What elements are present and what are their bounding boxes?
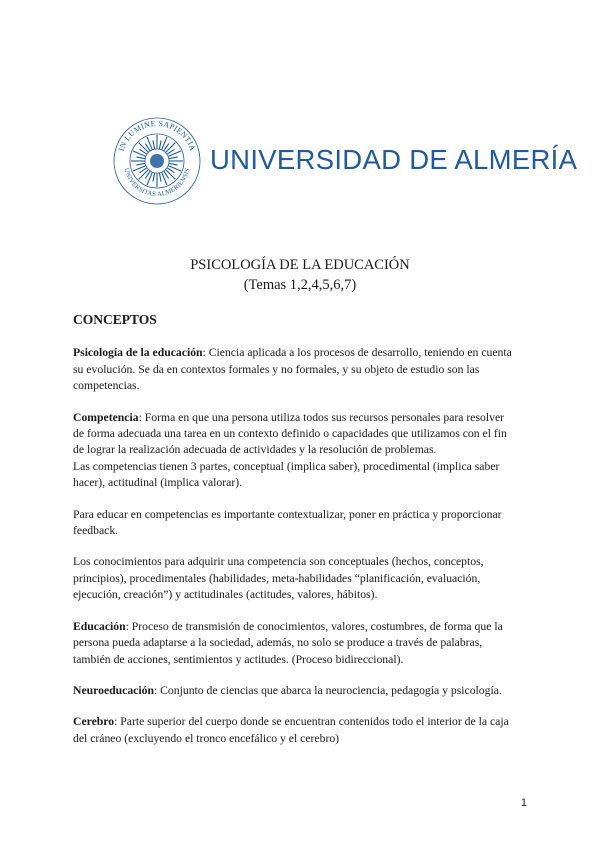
text-line: Para educar en competencias es importante contextualizar, poner en práctica y proporcionar [73,507,502,521]
text-line: hacer), actitudinal (implica valorar). [73,476,243,490]
paragraph-competencia [73,410,531,492]
university-header [112,116,578,206]
seal-ray [136,163,145,165]
text-line: competencias. [73,379,140,393]
text-line: su evolución. Se da en contextos formales y no formales, y su objeto de estudio son las [73,362,480,376]
term-label: Competencia [73,410,139,424]
page-number: 1 [520,797,527,809]
seal-ray [169,157,178,159]
text-line: : Forma en que una persona utiliza todos sus recursos personales para resolver [138,410,505,424]
text-line: persona pueda adaptarse a la sociedad, además, no solo se produce a través de palabras, [73,636,483,650]
seal-ray [153,173,155,182]
text-line: : Parte superior del cuerpo donde se encuentran contenidos todo el interior de la caja [114,715,509,729]
document-title: PSICOLOGÍA DE LA EDUCACIÓN [190,257,410,273]
document-title-block [0,255,600,295]
seal-top-text: IN LUMINE SAPIENTIA [116,118,198,153]
seal-ray [139,143,149,153]
paragraph-educacion [73,619,531,668]
university-seal-logo [112,116,202,206]
text-line: feedback. [73,524,119,538]
term-label: Psicología de la educación [73,346,203,360]
term-label: Cerebro [73,715,115,729]
text-line: Los conocimientos para adquirir una competencia son conceptuales (hechos, conceptos, [73,555,484,569]
seal-bottom-text: UNIVERSITAS ALMERIENSIS [122,167,192,199]
text-line: de lograr la realización adecuada de actividades y la resolución de problemas. [73,443,437,457]
seal-ray [159,140,161,149]
term-label: Educación [73,619,126,633]
text-line: de forma adecuada una tarea en un contexto definido o capacidades que utilizamos con el fin [73,427,507,441]
paragraph-cerebro [73,714,531,747]
text-line: : Proceso de transmisión de conocimientos, valores, costumbres, de forma que la [125,619,503,633]
document-body [73,312,531,762]
seal-ray [165,143,175,153]
text-line: también de acciones, sentimientos y actitudes. (Proceso bidireccional). [73,652,404,666]
text-line: : Conjunto de ciencias que abarca la neurociencia, pedagogía y psicología. [153,683,502,697]
seal-ray [136,157,145,159]
text-line: ejecución, creación”) y actitudinales (actitudes, valores, hábitos). [73,588,378,602]
seal-ray [153,140,155,149]
seal-ray [139,169,149,179]
text-line: principios), procedimentales (habilidades, meta-habilidades “planificación, evaluación, [73,571,481,585]
text-line: : Ciencia aplicada a los procesos de desarrollo, teniendo en cuenta [202,346,512,360]
seal-ray [169,163,178,165]
paragraph-educar-competencias [73,507,531,540]
paragraph-conocimientos [73,554,531,603]
term-label: Neuroeducación [73,683,154,697]
seal-ray [159,173,161,182]
text-line: Las competencias tienen 3 partes, conceptual (implica saber), procedimental (implica saber [73,459,500,473]
seal-ray [165,169,175,179]
paragraph-psicologia [73,345,531,394]
document-subtitle: (Temas 1,2,4,5,6,7) [243,277,357,293]
text-line: del cráneo (excluyendo el tronco encefálico y el cerebro) [73,731,340,745]
university-name: UNIVERSIDAD DE ALMERÍA [210,144,578,175]
section-heading: CONCEPTOS [73,312,157,327]
paragraph-neuroeducacion [73,683,531,699]
